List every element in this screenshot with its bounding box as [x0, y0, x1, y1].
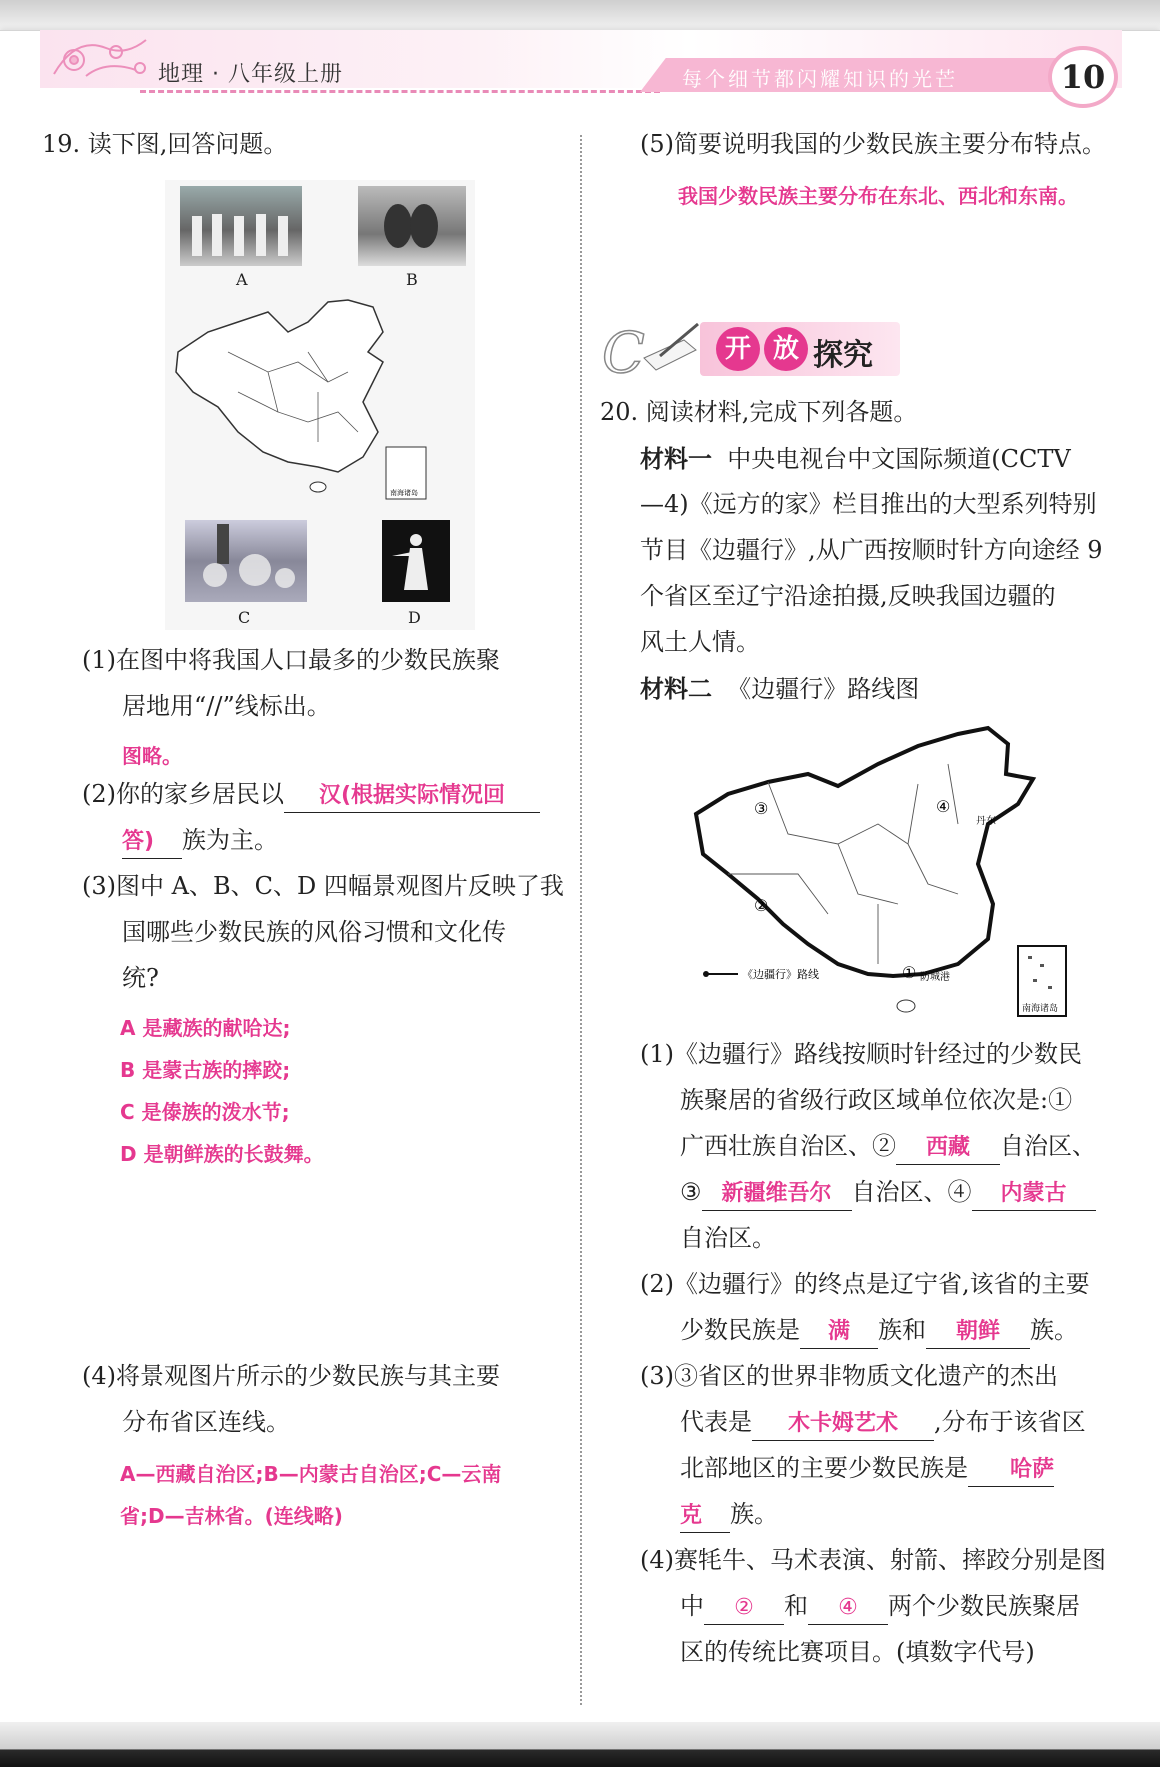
map-legend: 《边疆行》路线 [742, 968, 819, 981]
q20-part4-blank-4: ④ [808, 1593, 888, 1625]
q20-part4-line2 [680, 1590, 1080, 1625]
q19-part3-answer-c: C 是傣族的泼水节; [120, 1100, 290, 1124]
explore-c-letter: C [602, 321, 645, 380]
page-header [40, 20, 1122, 96]
q20-part3-blank-kazakh-1: 哈萨 [968, 1455, 1054, 1487]
material2-label: 材料二 [640, 674, 712, 703]
q20-part4-prefix: 中 [680, 1592, 704, 1620]
material1-text1: 中央电视台中文国际频道(CCTV [727, 445, 1071, 473]
q20-material1-line5: 风土人情。 [640, 628, 760, 656]
q19-stem: 19. 读下图,回答问题。 [42, 130, 288, 158]
q20-part3-line2-suffix: ,分布于该省区 [934, 1408, 1086, 1436]
q20-part1-blank-xizang: 西藏 [896, 1133, 1000, 1165]
border-route-map-icon [688, 724, 1070, 1024]
map-label-3: ③ [754, 799, 769, 818]
map-label-dandong: 丹东 [976, 816, 996, 827]
map-label-1: ① [902, 963, 917, 982]
explore-circle-2: 放 [764, 327, 808, 371]
q20-part3-line1: (3)③省区的世界非物质文化遗产的杰出 [640, 1362, 1058, 1390]
route-inset-label: 南海诸岛 [1022, 1004, 1059, 1014]
photo-c [185, 520, 307, 602]
q20-material1-line3: 节目《边疆行》,从广西按顺时针方向途经 9 [640, 536, 1103, 564]
china-map-icon [168, 292, 468, 512]
q20-part1-line1: (1)《边疆行》路线按顺时针经过的少数民 [640, 1040, 1082, 1068]
q20-part1-line4 [680, 1176, 1096, 1211]
q19-part2-line2 [122, 824, 278, 859]
map-inset-label: 南海诸岛 [390, 489, 418, 497]
photo-d-dancer-icon [382, 520, 450, 602]
q20-part1-blank-xinjiang: 新疆维吾尔 [702, 1179, 852, 1211]
photo-b-wrestlers-icon [358, 186, 466, 266]
q20-part2-mid: 族和 [878, 1316, 926, 1344]
map-label-fangchenggang: 防城港 [920, 972, 950, 983]
column-divider [580, 135, 582, 1705]
q20-part3-prefix: 代表是 [680, 1408, 752, 1436]
material2-text: 《边疆行》路线图 [727, 675, 920, 703]
q19-part5-answer: 我国少数民族主要分布在东北、西北和东南。 [678, 184, 1078, 208]
q20-part1-line3 [680, 1130, 1096, 1165]
photo-b [358, 186, 466, 266]
flower-decoration-icon [46, 30, 166, 86]
caption-a: A [236, 270, 248, 289]
q20-part1-line2: 族聚居的省级行政区域单位依次是:① [680, 1086, 1073, 1114]
photo-a-people-icon [180, 186, 302, 266]
q20-material2-line [640, 672, 919, 707]
q20-part3-line2 [680, 1406, 1086, 1441]
q20-part1-line5: 自治区。 [680, 1224, 776, 1252]
explore-circle-1: 开 [716, 327, 760, 371]
photo-c-water-festival-icon [185, 520, 307, 602]
q19-part2-suffix: 族为主。 [182, 826, 278, 854]
caption-d: D [408, 608, 421, 627]
page-number: 10 [1048, 46, 1118, 108]
q20-part4-blank-2: ② [704, 1593, 784, 1625]
q20-part1-line3-suffix: 自治区、 [1000, 1132, 1096, 1160]
q19-part3-line2: 国哪些少数民族的风俗习惯和文化传 [122, 918, 506, 946]
q19-part1-answer: 图略。 [122, 744, 182, 768]
q19-part4-line2: 分布省区连线。 [122, 1408, 290, 1436]
q19-part2-blank-2: 答) [122, 827, 182, 859]
q19-part2-line1 [82, 778, 540, 813]
screen-bottom-edge [0, 1722, 1160, 1767]
q19-part3-answer-b: B 是蒙古族的摔跤; [120, 1058, 291, 1082]
q20-part2-blank-man: 满 [800, 1317, 878, 1349]
photo-a [180, 186, 302, 266]
explore-title: 探究 [813, 338, 873, 373]
q19-part3-line3: 统? [122, 964, 159, 992]
caption-b: B [406, 270, 418, 289]
q20-part3-blank-kazakh-2: 克 [680, 1501, 730, 1533]
q19-part4-answer-line1: A—西藏自治区;B—内蒙古自治区;C—云南 [120, 1462, 502, 1486]
q19-part3-line1: (3)图中 A、B、C、D 四幅景观图片反映了我 [82, 872, 564, 900]
q20-part4-mid: 和 [784, 1592, 808, 1620]
q20-part3-line4 [680, 1498, 778, 1533]
q20-part2-line1: (2)《边疆行》的终点是辽宁省,该省的主要 [640, 1270, 1090, 1298]
q19-part1-line2: 居地用“//”线标出。 [122, 692, 331, 720]
header-slogan: 每个细节都闪耀知识的光芒 [682, 67, 958, 91]
map-label-4: ④ [936, 797, 951, 816]
q19-part4-answer-line2: 省;D—吉林省。(连线略) [120, 1504, 343, 1528]
q20-part3-line3-prefix: 北部地区的主要少数民族是 [680, 1454, 968, 1482]
q20-part1-line3-prefix: 广西壮族自治区、② [680, 1132, 896, 1160]
pen-paper-icon [600, 318, 700, 380]
header-dashed-line [140, 90, 660, 93]
q20-material1-line4: 个省区至辽宁沿途拍摄,反映我国边疆的 [640, 582, 1056, 610]
map-label-2: ② [754, 896, 769, 915]
q20-part2-blank-chaoxian: 朝鲜 [926, 1317, 1030, 1349]
header-subject: 地理 · 八年级上册 [158, 62, 343, 87]
q20-part4-suffix: 两个少数民族聚居 [888, 1592, 1080, 1620]
q20-part4-line3: 区的传统比赛项目。(填数字代号) [680, 1638, 1035, 1666]
q19-part1-line1: (1)在图中将我国人口最多的少数民族聚 [82, 646, 500, 674]
q20-part3-blank-muqam: 木卡姆艺术 [752, 1409, 934, 1441]
material1-label: 材料一 [640, 444, 712, 473]
q20-part1-line4-mid: 自治区、④ [851, 1178, 972, 1206]
q20-part1-line4-prefix: ③ [680, 1178, 702, 1206]
q19-part4-line1: (4)将景观图片所示的少数民族与其主要 [82, 1362, 500, 1390]
caption-c: C [238, 608, 251, 627]
q20-part2-line2 [680, 1314, 1078, 1349]
q20-stem: 20. 阅读材料,完成下列各题。 [600, 398, 918, 426]
q19-part5-line: (5)简要说明我国的少数民族主要分布特点。 [640, 130, 1106, 158]
q19-part2-blank-1: 汉(根据实际情况回 [284, 781, 540, 813]
q20-part3-line4-suffix: 族。 [730, 1500, 778, 1528]
q20-part2-prefix: 少数民族是 [680, 1316, 800, 1344]
q19-part3-answer-a: A 是藏族的献哈达; [120, 1016, 291, 1040]
photo-d [382, 520, 450, 602]
q19-part2-prefix: (2)你的家乡居民以 [82, 780, 284, 808]
q20-part4-line1: (4)赛牦牛、马术表演、射箭、摔跤分别是图 [640, 1546, 1106, 1574]
q20-material1-line1 [640, 442, 1071, 477]
q19-part3-answer-d: D 是朝鲜族的长鼓舞。 [120, 1142, 324, 1166]
q20-part2-suffix: 族。 [1030, 1316, 1078, 1344]
q20-material1-line2: —4)《远方的家》栏目推出的大型系列特别 [640, 490, 1097, 518]
q20-part3-line3 [680, 1452, 1054, 1487]
q20-part1-blank-neimenggu: 内蒙古 [972, 1179, 1096, 1211]
